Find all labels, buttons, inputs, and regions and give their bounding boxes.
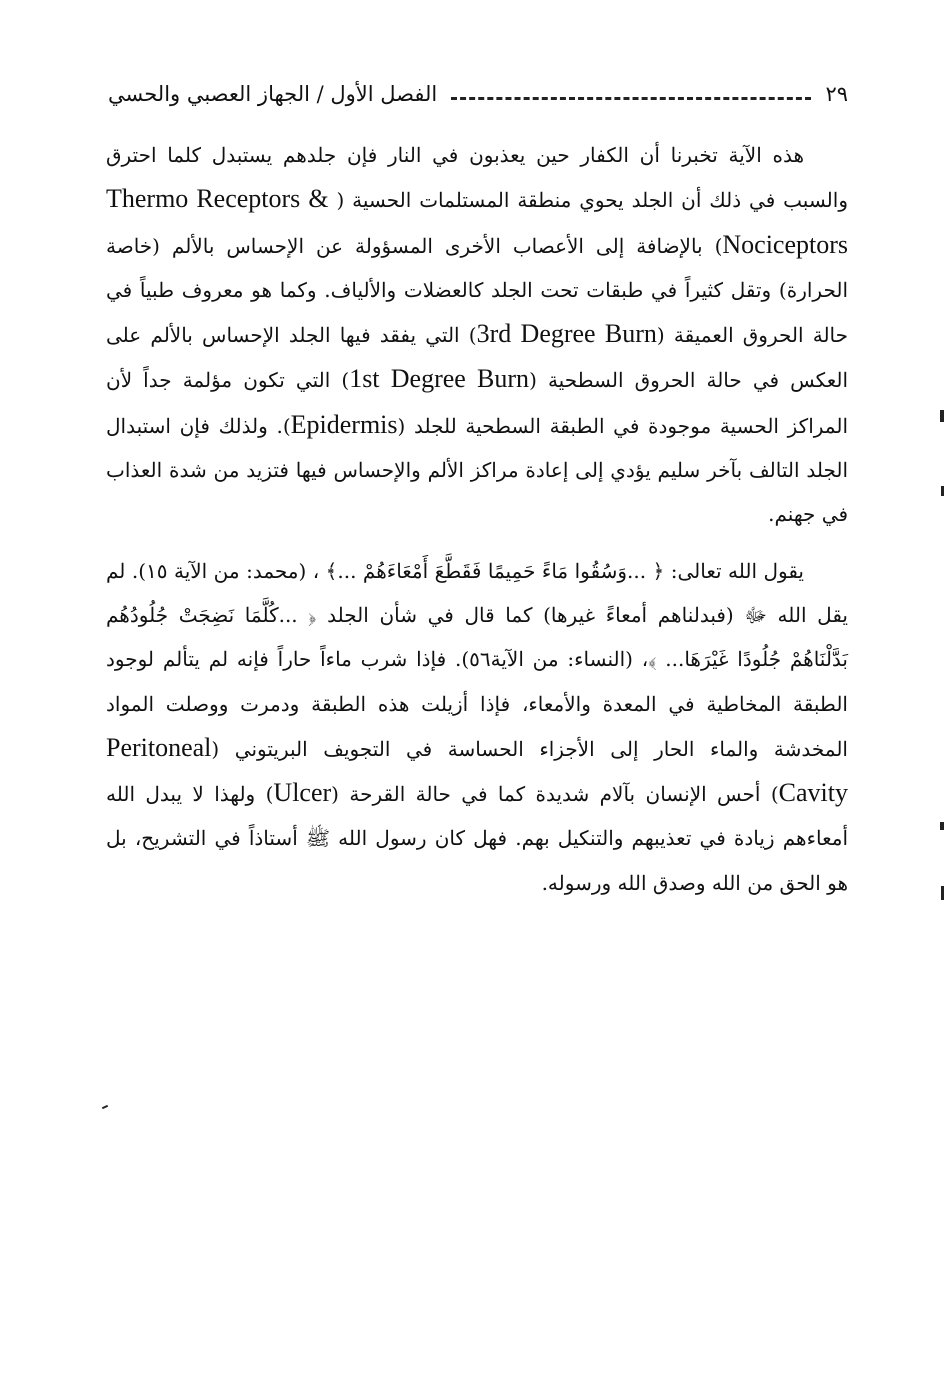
english-term: Peritoneal Cavity bbox=[106, 732, 848, 808]
text-segment: ) أحس الإنسان بآلام شديدة كما في حالة القرحة ( bbox=[331, 782, 779, 807]
body-text bbox=[106, 133, 848, 905]
scan-mark bbox=[940, 822, 944, 830]
text-segment: ) بالإضافة إلى الأعصاب الأخرى المسؤولة عن الإحساس بالألم (خاصة الحرارة) وتقل كثيراً في طبقات تحت الجلد كالعضلات والألياف. وكما هو معروف طبياً في حالة الحروق العميقة ( bbox=[106, 233, 849, 348]
english-term: 3rd Degree Burn bbox=[476, 319, 657, 349]
text-segment: يقول الله تعالى: ﴿ ...وَسُقُوا مَاءً حَمِيمًا فَقَطَّعَ أَمْعَاءَهُمْ ...﴾ ، (محمد: من الآية ١٥). لم يقل الله ﷻ (فبدلناهم أمعاءً غيرها) كما قال في شأن الجلد ﴿ ...كُلَّمَا نَضِجَتْ جُلُودُهُم بَدَّلْنَاهُمْ جُلُودًا غَيْرَهَا... ﴾، (النساء: من الآية٥٦). فإذا شرب ماءاً حاراً فإنه لم يتألم لوجود الطبقة المخاطية في المعدة والأمعاء، فإذا أزيلت هذه الطبقة ودمرت ووصلت المواد المخدشة والماء الحار إلى الأجزاء الحساسة في التجويف البريتوني ( bbox=[106, 558, 848, 761]
text-segment: ). ولذلك فإن استبدال الجلد التالف بآخر سليم يؤدي إلى إعادة مراكز الألم والإحساس فيها فتزيد من شدة العذاب في جهنم. bbox=[106, 413, 848, 527]
header-dashed-leader bbox=[451, 97, 811, 100]
english-term: 1st Degree Burn bbox=[349, 364, 530, 394]
chapter-title: الفصل الأول / الجهاز العصبي والحسي bbox=[108, 82, 438, 106]
text-segment: ) التي يفقد فيها الجلد الإحساس بالألم على العكس في حالة الحروق السطحية ( bbox=[106, 323, 849, 393]
text-segment: ) التي تكون مؤلمة جداً لأن المراكز الحسية موجودة في الطبقة السطحية للجلد ( bbox=[106, 368, 848, 438]
text-segment: ) ولهذا لا يبدل الله أمعاءهم زيادة في تعذيبهم والتنكيل بهم. فهل كان رسول الله ﷺ أستاذاً في التشريح، بل هو الحق من الله وصدق الله ورسوله. bbox=[106, 782, 848, 895]
english-term: Ulcer bbox=[273, 778, 332, 808]
english-term: Thermo Receptors & Nociceptors bbox=[106, 184, 848, 259]
running-header bbox=[108, 72, 848, 116]
scan-mark bbox=[102, 1105, 108, 1109]
paragraph-intestines bbox=[106, 549, 848, 905]
scan-mark bbox=[940, 410, 944, 422]
english-term: Epidermis bbox=[290, 409, 398, 439]
paragraph-skin-receptors bbox=[106, 133, 848, 537]
page-number: ٢٩ bbox=[825, 82, 848, 106]
text-segment: هذه الآية تخبرنا أن الكفار حين يعذبون في النار فإن جلدهم يستبدل كلما احترق والسبب في ذلك أن الجلد يحوي منطقة المستلمات الحسية ( bbox=[106, 143, 848, 213]
